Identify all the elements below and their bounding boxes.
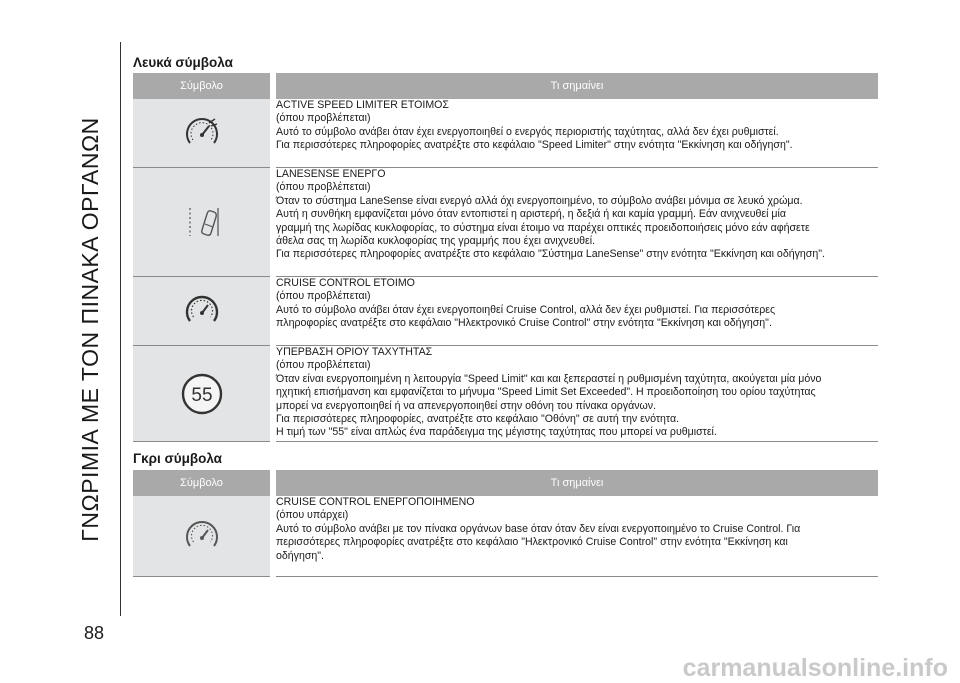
symbol-name: LANESENSE ΕΝΕΡΓΟ bbox=[276, 168, 386, 180]
symbol-cell bbox=[133, 496, 273, 577]
reference-line: Για περισσότερες πληροφορίες, ανατρέξτε στο κεφάλαιο "Οθόνη" σε αυτή την ενότητα. bbox=[276, 413, 680, 426]
symbol-column-header: Σύμβολο bbox=[133, 470, 273, 496]
meaning-cell bbox=[273, 99, 878, 168]
description-line: άθελα σας τη λωρίδα κυκλοφορίας της γραμμής που έχει ανιχνευθεί. bbox=[276, 235, 596, 248]
availability-note: (όπου προβλέπεται) bbox=[276, 112, 371, 125]
description-line: γραμμή της λωρίδας κυκλοφορίας, το σύστημα είναι έτοιμο να παρέχει οπτικές προειδοποιήσεις μόνο εάν αφήσετε bbox=[276, 221, 810, 234]
symbol-cell bbox=[133, 168, 273, 277]
table-row bbox=[133, 168, 878, 277]
reference-line: Για περισσότερες πληροφορίες ανατρέξτε στο κεφάλαιο "Σύστημα LaneSense" στην ενότητα "Εκκίνηση και οδήγηση". bbox=[276, 248, 825, 261]
side-divider bbox=[120, 42, 121, 616]
cruise-control-engaged-icon bbox=[182, 516, 222, 556]
symbol-name: ΥΠΕΡΒΑΣΗ ΟΡΙΟΥ ΤΑΧΥΤΗΤΑΣ bbox=[276, 346, 433, 358]
table-header-row bbox=[133, 470, 878, 496]
table-header-row bbox=[133, 73, 878, 99]
description-line: Η τιμή των "55" είναι απλώς ένα παράδειγμα της μέγιστης ταχύτητας που μπορεί να ρυθμιστεί. bbox=[276, 426, 717, 439]
reference-line: οδήγηση". bbox=[276, 549, 325, 562]
description-line: Αυτό το σύμβολο ανάβει όταν έχει ενεργοποιηθεί ο ενεργός περιοριστής ταχύτητας, αλλά δεν έχει ρυθμιστεί. bbox=[276, 125, 779, 138]
speed-limit-value: 55 bbox=[190, 384, 213, 406]
reference-line: περισσότερες πληροφορίες ανατρέξτε στο κεφάλαιο "Ηλεκτρονικό Cruise Control" στην ενότητα "Εκκίνηση και bbox=[276, 536, 788, 549]
symbol-name: ACTIVE SPEED LIMITER ΕΤΟΙΜΟΣ bbox=[276, 99, 449, 111]
description-line: Αυτή η συνθήκη εμφανίζεται μόνο όταν εντοπιστεί η αριστερή, η δεξιά ή και καμία γραμμή. Εάν ανιχνευθεί μία bbox=[276, 208, 787, 221]
description-line: Αυτό το σύμβολο ανάβει όταν έχει ενεργοποιηθεί Cruise Control, αλλά δεν έχει ρυθμιστεί. Για περισσότερες bbox=[276, 303, 776, 316]
description-line: μπορεί να ενεργοποιηθεί ή να απενεργοποιηθεί στην οθόνη του πίνακα οργάνων. bbox=[276, 399, 657, 412]
table-row bbox=[133, 277, 878, 346]
white-symbols-table bbox=[133, 73, 878, 442]
meaning-column-header: Τι σημαίνει bbox=[273, 470, 878, 496]
symbol-name: CRUISE CONTROL ΕΝΕΡΓΟΠΟΙΗΜΕΝΟ bbox=[276, 496, 475, 508]
symbol-cell bbox=[133, 277, 273, 346]
page-number: 88 bbox=[84, 623, 105, 643]
description-line: Αυτό το σύμβολο ανάβει με τον πίνακα οργάνων base όταν όταν δεν είναι ενεργοποιημένο το Cruise Control. Για bbox=[276, 522, 801, 535]
availability-note: (όπου προβλέπεται) bbox=[276, 359, 371, 372]
reference-line: Για περισσότερες πληροφορίες ανατρέξτε στο κεφάλαιο "Speed Limiter" στην ενότητα "Εκκίνηση και οδήγηση". bbox=[276, 139, 793, 152]
grey-symbols-heading: Γκρι σύμβολα bbox=[133, 451, 222, 466]
symbol-column-header: Σύμβολο bbox=[133, 73, 273, 99]
meaning-cell bbox=[273, 496, 878, 577]
availability-note: (όπου προβλέπεται) bbox=[276, 290, 371, 303]
speed-limit-55-icon bbox=[180, 372, 224, 416]
lanesense-icon bbox=[180, 202, 224, 242]
white-symbols-heading: Λευκά σύμβολα bbox=[133, 55, 233, 70]
description-line: Όταν είναι ενεργοποιημένη η λειτουργία "Speed Limit" και και ξεπεραστεί η ρυθμισμένη ταχύτητα, ακούγεται μία μόνο bbox=[276, 372, 822, 385]
meaning-cell bbox=[273, 346, 878, 442]
chapter-side-title bbox=[60, 34, 120, 624]
symbol-cell bbox=[133, 99, 273, 168]
availability-note: (όπου προβλέπεται) bbox=[276, 181, 371, 194]
reference-line: πληροφορίες ανατρέξτε στο κεφάλαιο "Ηλεκτρονικό Cruise Control" στην ενότητα "Εκκίνηση και οδήγηση". bbox=[276, 317, 772, 330]
description-line: Όταν το σύστημα LaneSense είναι ενεργό αλλά όχι ενεργοποιημένο, το σύμβολο ανάβει μόνιμα σε λευκό χρώμα. bbox=[276, 194, 803, 207]
meaning-column-header: Τι σημαίνει bbox=[273, 73, 878, 99]
symbol-cell bbox=[133, 346, 273, 442]
symbol-name: CRUISE CONTROL ΕΤΟΙΜΟ bbox=[276, 277, 415, 289]
chapter-title-text: ΓΝΩΡΙΜΙΑ ΜΕ ΤΟΝ ΠΙΝΑΚΑ ΟΡΓΑΝΩΝ bbox=[76, 116, 103, 542]
meaning-cell bbox=[273, 168, 878, 277]
table-row bbox=[133, 496, 878, 577]
meaning-cell bbox=[273, 277, 878, 346]
grey-symbols-table bbox=[133, 470, 878, 577]
watermark: carmanualsonline.info bbox=[682, 654, 948, 682]
description-line: ηχητική επισήμανση και εμφανίζεται το μήνυμα "Speed Limit Set Exceeded". Η προειδοποίηση του ορίου ταχύτητας bbox=[276, 386, 816, 399]
speed-limiter-icon bbox=[182, 113, 222, 153]
cruise-control-ready-icon bbox=[182, 291, 222, 331]
table-row bbox=[133, 346, 878, 442]
availability-note: (όπου υπάρχει) bbox=[276, 509, 349, 522]
table-row bbox=[133, 99, 878, 168]
